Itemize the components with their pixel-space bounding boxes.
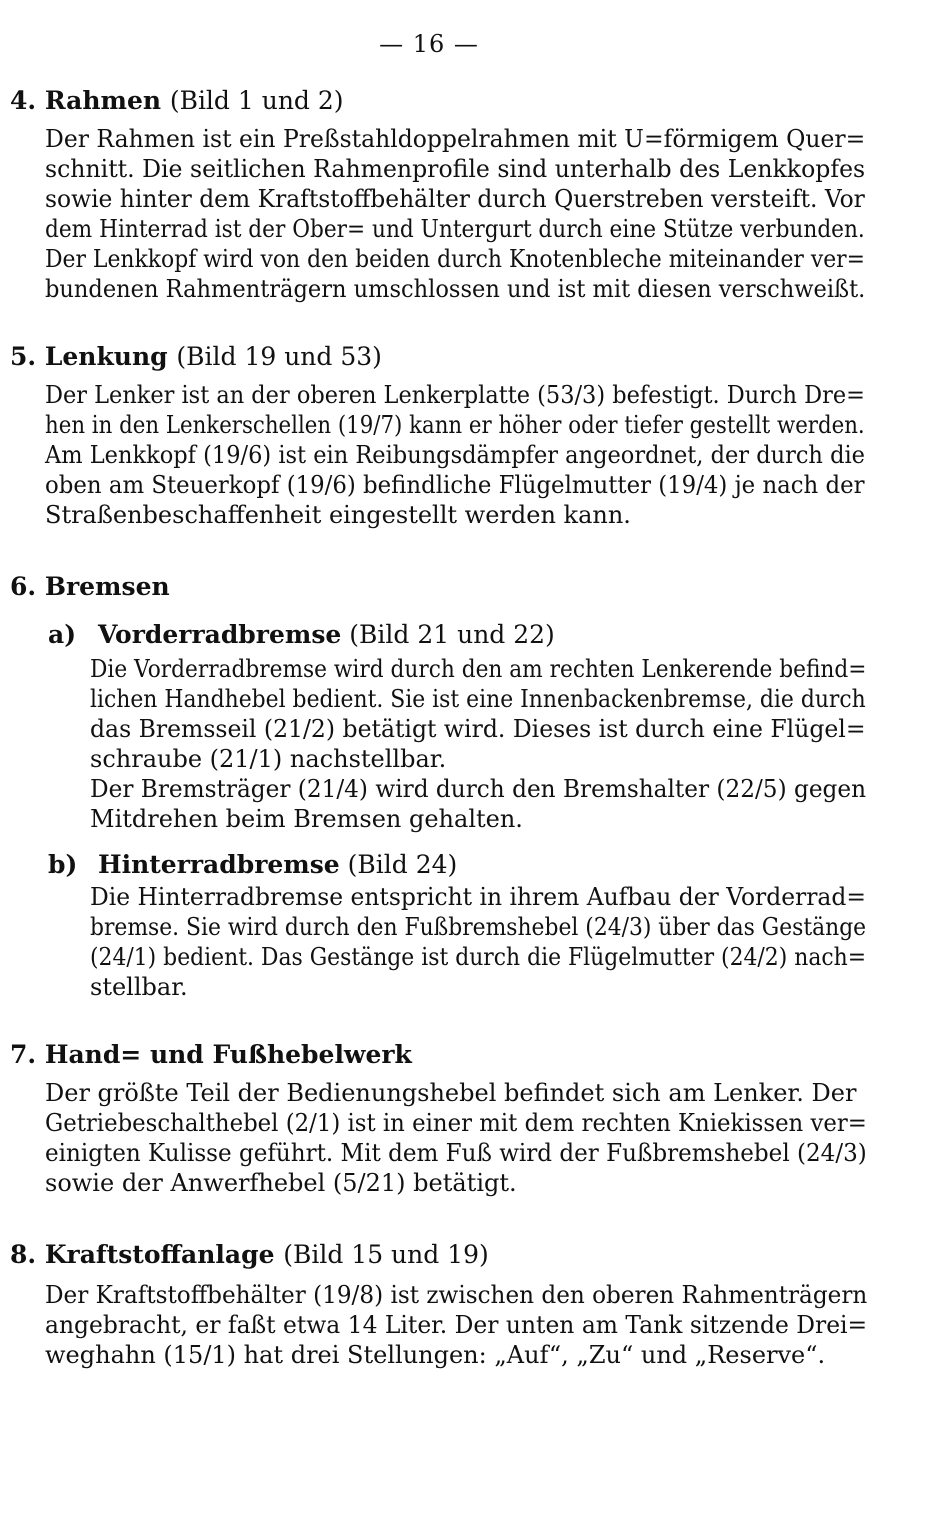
section-title: Kraftstoffanlage — [44, 1240, 275, 1269]
text-line: einigten Kulisse geführt. Mit dem Fuß wird der Fußbremshebel (24/3) — [45, 1139, 867, 1167]
text-line: sowie der Anwerfhebel (5/21) betätigt. — [45, 1169, 517, 1197]
section-title: Bremsen — [44, 572, 170, 601]
section-ref: (Bild 1 und 2) — [169, 86, 344, 115]
text-line: (24/1) bedient. Das Gestänge ist durch die Flügelmutter (24/2) nach= — [90, 943, 867, 971]
subsection-label: a) — [48, 620, 77, 649]
section-8-heading — [10, 1240, 489, 1269]
text-line: schnitt. Die seitlichen Rahmenprofile sind unterhalb des Lenkkopfes — [45, 155, 866, 183]
text-line: bundenen Rahmenträgern umschlossen und ist mit diesen verschweißt. — [45, 275, 866, 303]
text-line: Die Hinterradbremse entspricht in ihrem Aufbau der Vorderrad= — [90, 883, 866, 911]
subsection-ref: (Bild 24) — [347, 850, 458, 879]
text-line: Der Kraftstoffbehälter (19/8) ist zwischen den oberen Rahmenträgern — [45, 1281, 868, 1309]
text-line: sowie hinter dem Kraftstoffbehälter durch Querstreben versteift. Vor — [45, 185, 865, 213]
subsection-title: Vorderradbremse — [97, 620, 342, 649]
text-line: angebracht, er faßt etwa 14 Liter. Der unten am Tank sitzende Drei= — [45, 1311, 868, 1339]
section-5-heading — [10, 342, 382, 371]
text-line: Der größte Teil der Bedienungshebel befindet sich am Lenker. Der — [45, 1079, 857, 1107]
section-5-text — [45, 380, 865, 530]
section-ref: (Bild 19 und 53) — [176, 342, 382, 371]
section-number: 6. — [10, 572, 37, 601]
subsection-a-text — [90, 654, 866, 834]
text-line: hen in den Lenkerschellen (19/7) kann er höher oder tiefer gestellt werden. — [45, 411, 865, 439]
subsection-label: b) — [48, 850, 78, 879]
text-line: stellbar. — [90, 973, 188, 1001]
section-number: 7. — [10, 1040, 37, 1069]
section-4-text — [45, 124, 865, 304]
subsection-a-heading — [48, 620, 555, 649]
text-line: Mitdrehen beim Bremsen gehalten. — [90, 805, 523, 833]
section-number: 4. — [10, 86, 37, 115]
text-line: Der Rahmen ist ein Preßstahldoppelrahmen mit U=förmigem Quer= — [45, 125, 866, 153]
section-title: Hand= und Fußhebelwerk — [44, 1040, 412, 1069]
text-line: lichen Handhebel bedient. Sie ist eine Innenbackenbremse, die durch — [90, 685, 866, 713]
text-line: schraube (21/1) nachstellbar. — [90, 745, 447, 773]
section-number: 5. — [10, 342, 37, 371]
text-line: Getriebeschalthebel (2/1) ist in einer mit dem rechten Kniekissen ver= — [45, 1109, 867, 1137]
text-line: das Bremsseil (21/2) betätigt wird. Dieses ist durch eine Flügel= — [90, 715, 866, 743]
section-title: Rahmen — [44, 86, 162, 115]
page-number: — 16 — — [379, 30, 479, 58]
text-line: Die Vorderradbremse wird durch den am rechten Lenkerende befind= — [90, 655, 867, 683]
text-line: Der Lenker ist an der oberen Lenkerplatte (53/3) befestigt. Durch Dre= — [45, 381, 865, 409]
section-number: 8. — [10, 1240, 37, 1269]
section-6-heading — [10, 572, 170, 601]
text-line: Der Bremsträger (21/4) wird durch den Bremshalter (22/5) gegen — [90, 775, 867, 803]
section-4-heading — [10, 86, 344, 115]
text-line: oben am Steuerkopf (19/6) befindliche Flügelmutter (19/4) je nach der — [45, 471, 865, 499]
section-7-heading — [10, 1040, 412, 1069]
section-7-text — [45, 1078, 867, 1198]
text-line: Straßenbeschaffenheit eingestellt werden kann. — [45, 501, 631, 529]
text-line: bremse. Sie wird durch den Fußbremshebel (24/3) über das Gestänge — [90, 913, 867, 941]
subsection-title: Hinterradbremse — [97, 850, 340, 879]
subsection-b-text — [90, 882, 866, 1002]
text-line: Der Lenkkopf wird von den beiden durch Knotenbleche miteinander ver= — [45, 245, 865, 273]
subsection-ref: (Bild 21 und 22) — [349, 620, 555, 649]
text-line: weghahn (15/1) hat drei Stellungen: „Auf“, „Zu“ und „Reserve“. — [45, 1341, 826, 1369]
subsection-b-heading — [48, 850, 457, 879]
text-line: dem Hinterrad ist der Ober= und Untergurt durch eine Stütze verbunden. — [45, 215, 865, 243]
section-8-text — [45, 1280, 867, 1370]
section-ref: (Bild 15 und 19) — [283, 1240, 489, 1269]
text-line: Am Lenkkopf (19/6) ist ein Reibungsdämpfer angeordnet, der durch die — [45, 441, 865, 469]
section-title: Lenkung — [44, 342, 168, 371]
